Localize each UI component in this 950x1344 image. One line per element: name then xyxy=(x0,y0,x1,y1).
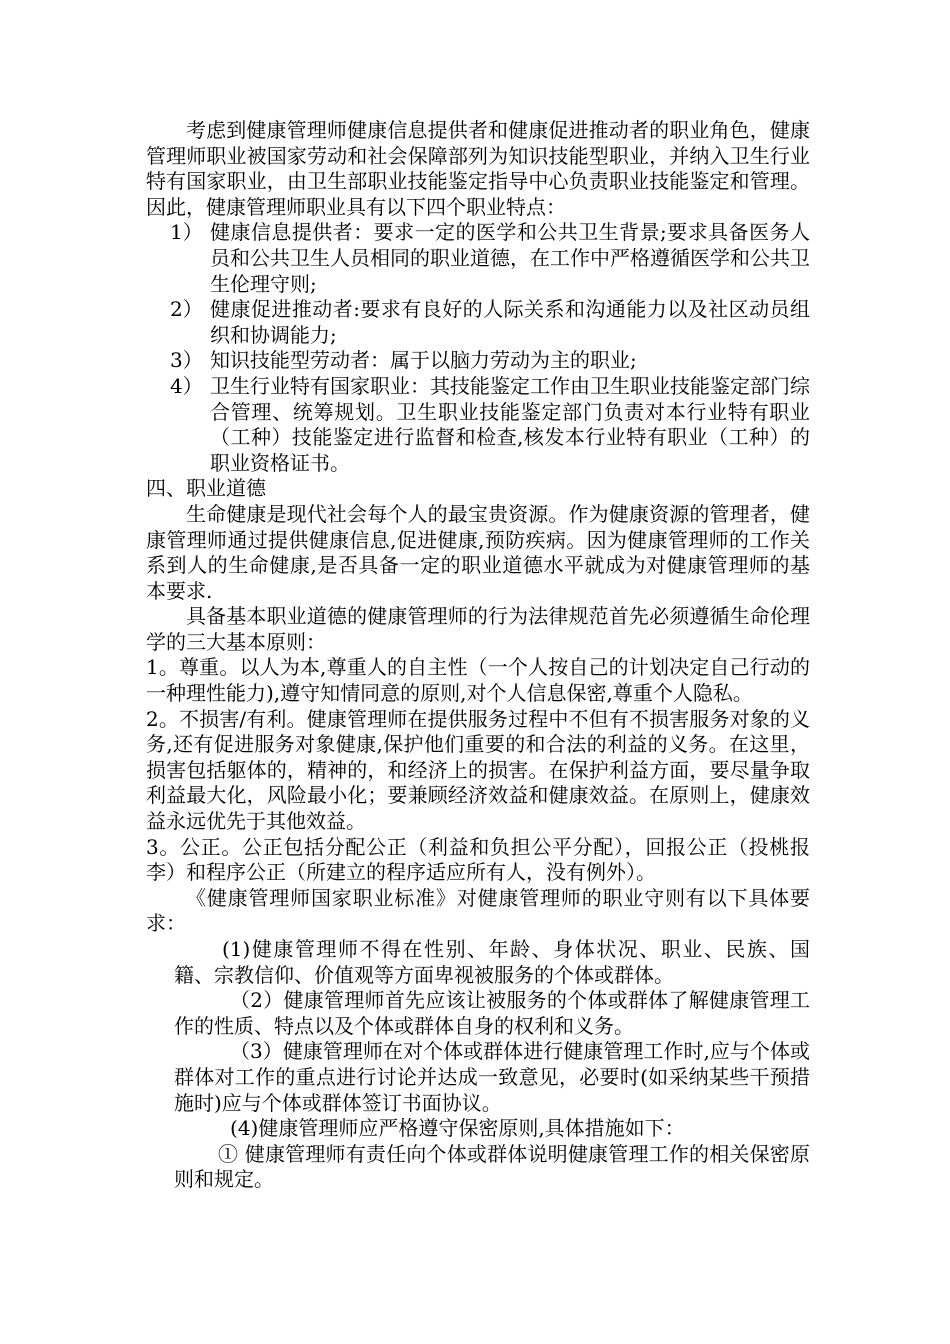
sub-rule-item: ① 健康管理师有责任向个体或群体说明健康管理工作的相关保密原则和规定。 xyxy=(174,1141,810,1192)
list-text: 健康信息提供者：要求一定的医学和公共卫生背景;要求具备医务人员和公共卫生人员相同的职业道德，在工作中严格遵循医学和公共卫生伦理守则; xyxy=(210,220,810,296)
list-text: 知识技能型劳动者：属于以脑力劳动为主的职业; xyxy=(210,348,637,373)
principle-item: 3。公正。公正包括分配公正（利益和负担公平分配），回报公正（投桃报李）和程序公正（所建立的程序适应所有人，没有例外）。 xyxy=(146,834,810,885)
list-text: 健康促进推动者:要求有良好的人际关系和沟通能力以及社区动员组织和协调能力; xyxy=(210,297,810,347)
principle-item: 1。尊重。以人为本,尊重人的自主性（一个人按自己的计划决定自己行动的一种理性能力),遵守知情同意的原则,对个人信息保密,尊重个人隐私。 xyxy=(146,655,810,706)
list-item xyxy=(170,374,810,476)
principle-item: 2。不损害/有利。健康管理师在提供服务过程中不但有不损害服务对象的义务,还有促进服务对象健康,保护他们重要的和合法的利益的义务。在这里，损害包括躯体的，精神的，和经济上的损害。在保护利益方面，要尽量争取利益最大化，风险最小化；要兼顾经济效益和健康效益。在原则上，健康效益永远优先于其他效益。 xyxy=(146,706,810,834)
body-paragraph: 《健康管理师国家职业标准》对健康管理师的职业守则有以下具体要求： xyxy=(146,885,810,936)
list-text: 卫生行业特有国家职业：其技能鉴定工作由卫生职业技能鉴定部门综合管理、统筹规划。卫生职业技能鉴定部门负责对本行业特有职业（工种）技能鉴定进行监督和检查,核发本行业特有职业（工种）的职业资格证书。 xyxy=(210,373,810,475)
list-item xyxy=(170,220,810,297)
document-body xyxy=(146,118,810,1193)
section-heading: 四、职业道德 xyxy=(146,476,266,501)
rule-item: （3）健康管理师在对个体或群体进行健康管理工作时,应与个体或群体对工作的重点进行讨论并达成一致意见，必要时(如采纳某些干预措施时)应与个体或群体签订书面协议。 xyxy=(174,1039,810,1115)
body-paragraph: 具备基本职业道德的健康管理师的行为法律规范首先必须遵循生命伦理学的三大基本原则： xyxy=(146,604,810,654)
body-paragraph: 生命健康是现代社会每个人的最宝贵资源。作为健康资源的管理者，健康管理师通过提供健康信息,促进健康,预防疾病。因为健康管理师的工作关系到人的生命健康,是否具备一定的职业道德水平就成为对健康管理师的基本要求. xyxy=(146,501,810,603)
rule-item: (4)健康管理师应严格遵守保密原则,具体措施如下： xyxy=(230,1116,685,1141)
rule-item: (1)健康管理师不得在性别、年龄、身体状况、职业、民族、国籍、宗教信仰、价值观等方面卑视被服务的个体或群体。 xyxy=(174,937,810,987)
list-number: 4） xyxy=(170,373,203,398)
list-item xyxy=(170,348,810,374)
list-item xyxy=(170,297,810,348)
list-number: 1） xyxy=(170,220,203,245)
intro-paragraph: 考虑到健康管理师健康信息提供者和健康促进推动者的职业角色，健康管理师职业被国家劳动和社会保障部列为知识技能型职业，并纳入卫生行业特有国家职业，由卫生部职业技能鉴定指导中心负责职业技能鉴定和管理。因此，健康管理师职业具有以下四个职业特点： xyxy=(146,118,810,219)
rule-item: （2）健康管理师首先应该让被服务的个体或群体了解健康管理工作的性质、特点以及个体或群体自身的权利和义务。 xyxy=(174,988,810,1038)
list-number: 2） xyxy=(170,297,203,322)
list-number: 3） xyxy=(170,348,203,373)
